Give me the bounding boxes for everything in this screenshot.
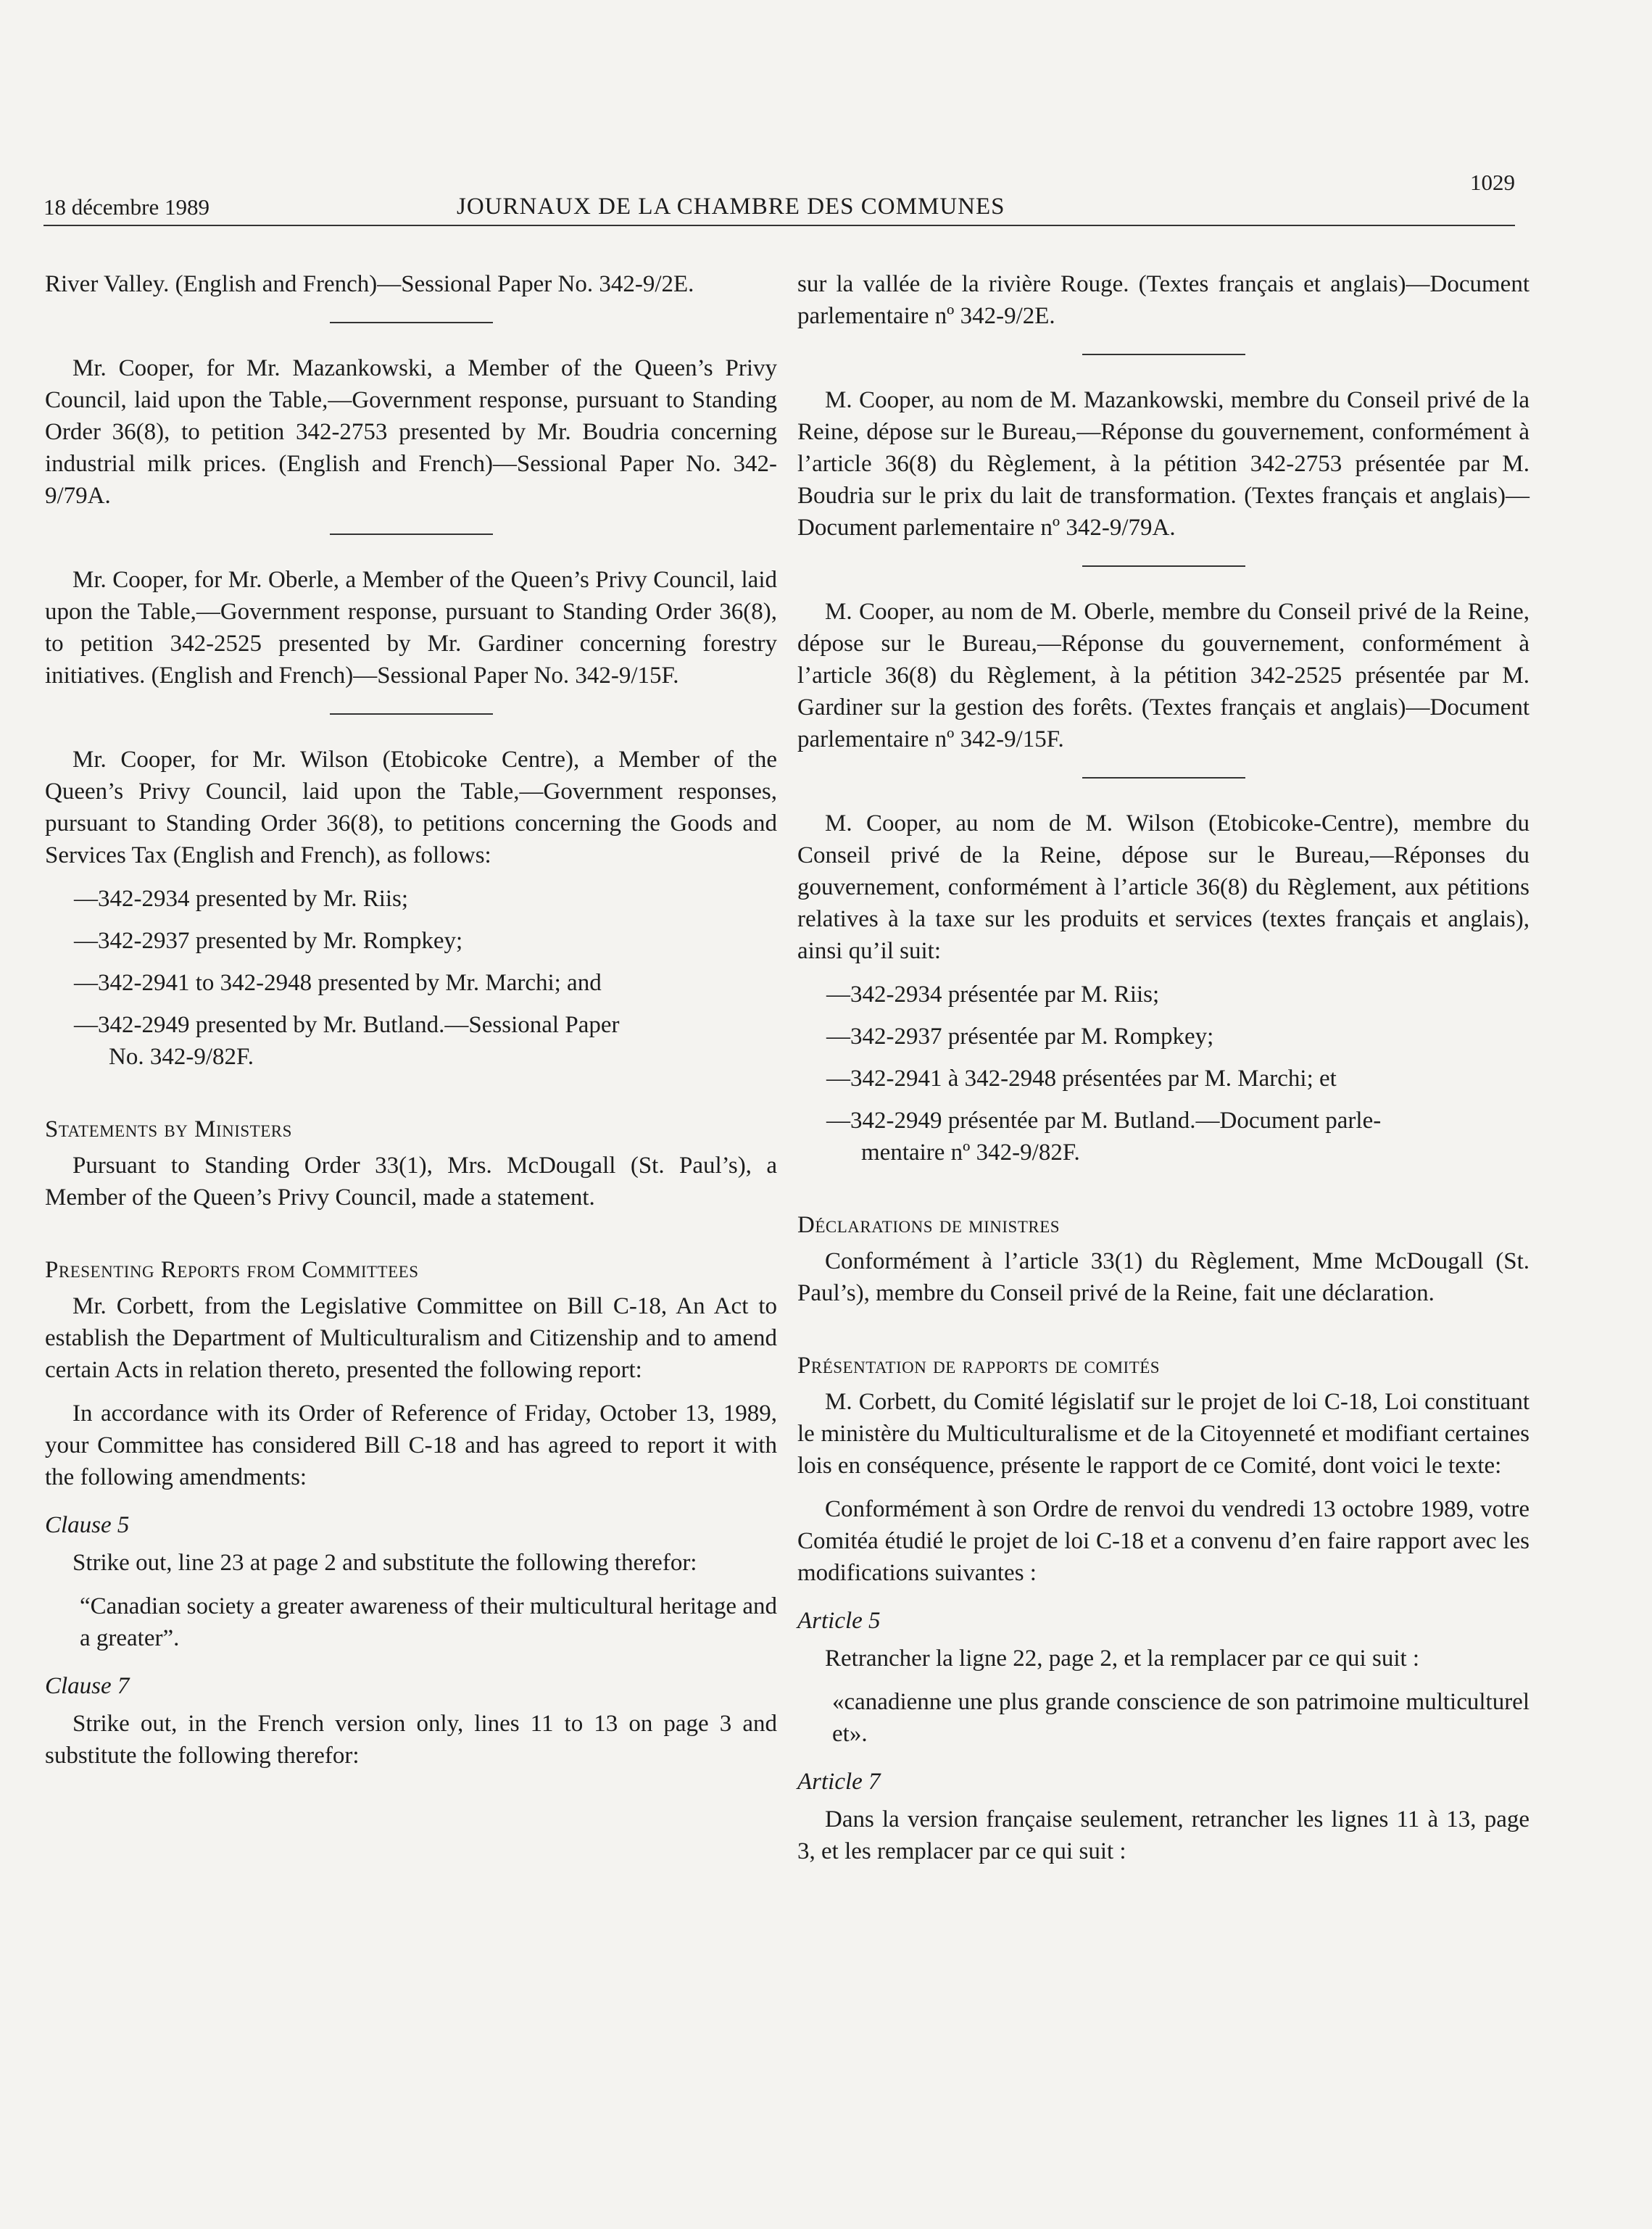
page-number: 1029: [1470, 170, 1515, 195]
divider: [1082, 354, 1245, 355]
paragraph: M. Cooper, au nom de M. Oberle, membre du Conseil privé de la Reine, dépose sur le Bureau,—Réponse du gouvernement, conformément à l’article 36(8) du Règlement, à la pétition 342-2525 présentée par M. Gardiner sur la gestion des forêts. (Textes français et anglais)—Document parlementaire nº 342-9/15F.: [797, 599, 1529, 752]
header-date: 18 décembre 1989: [43, 194, 209, 220]
paragraph: Mr. Cooper, for Mr. Mazankowski, a Member of the Queen’s Privy Council, laid upon the Table,—Government response, pursuant to Standing Order 36(8), to petition 342-2753 presented by Mr. Boudria concerning industrial milk prices. (English and French)—Sessional Paper No. 342-9/79A.: [45, 355, 777, 509]
paragraph: Dans la version française seulement, retrancher les lignes 11 à 13, page 3, et les remplacer par ce qui suit :: [797, 1806, 1529, 1864]
section-heading: Présentation de rapports de comités: [797, 1353, 1161, 1379]
list-item: —342-2934 présentée par M. Riis;: [826, 981, 1160, 1008]
section-heading: Presenting Reports from Committees: [45, 1257, 419, 1283]
paragraph: Mr. Corbett, from the Legislative Committee on Bill C-18, An Act to establish the Department of Multiculturalism and Citizenship and to amend certain Acts in relation thereto, presented the following report:: [45, 1293, 777, 1383]
paragraph: sur la vallée de la rivière Rouge. (Textes français et anglais)—Document parlementaire nº 342-9/2E.: [797, 271, 1529, 329]
paragraph: River Valley. (English and French)—Sessional Paper No. 342-9/2E.: [45, 271, 694, 297]
list-item: —342-2934 presented by Mr. Riis;: [74, 886, 409, 912]
page-header: [43, 145, 1515, 226]
clause-heading: Clause 5: [45, 1512, 130, 1538]
clause-heading: Article 5: [797, 1608, 881, 1634]
paragraph: M. Corbett, du Comité législatif sur le projet de loi C-18, Loi constituant le ministère du Multiculturalisme et de la Citoyenneté et modifiant certaines lois en conséquence, présente le rapport de ce Comité, dont voici le texte:: [797, 1389, 1529, 1479]
list-item: —342-2941 à 342-2948 présentées par M. Marchi; et: [826, 1066, 1337, 1092]
clause-heading: Clause 7: [45, 1673, 130, 1699]
paragraph: Strike out, in the French version only, lines 11 to 13 on page 3 and substitute the following therefor:: [45, 1711, 777, 1769]
list-item: —342-2949 présentée par M. Butland.—Document parle-: [826, 1108, 1382, 1134]
paragraph: Mr. Cooper, for Mr. Wilson (Etobicoke Centre), a Member of the Queen’s Privy Council, laid upon the Table,—Government responses, pursuant to Standing Order 36(8), to petitions concerning the Goods and Services Tax (English and French), as follows:: [45, 747, 777, 868]
paragraph: Conformément à l’article 33(1) du Règlement, Mme McDougall (St. Paul’s), membre du Conseil privé de la Reine, fait une déclaration.: [797, 1248, 1529, 1306]
divider: [330, 322, 493, 323]
list-item: —342-2941 to 342-2948 presented by Mr. Marchi; and: [74, 970, 602, 996]
paragraph: Pursuant to Standing Order 33(1), Mrs. McDougall (St. Paul’s), a Member of the Queen’s Privy Council, made a statement.: [45, 1153, 777, 1211]
paragraph: Strike out, line 23 at page 2 and substitute the following therefor:: [72, 1550, 697, 1576]
paragraph: In accordance with its Order of Reference of Friday, October 13, 1989, your Committee has considered Bill C-18 and has agreed to report it with the following amendments:: [45, 1400, 777, 1490]
list-item: —342-2949 presented by Mr. Butland.—Sessional Paper: [74, 1012, 620, 1038]
paragraph: M. Cooper, au nom de M. Wilson (Etobicoke-Centre), membre du Conseil privé de la Reine, dépose sur le Bureau,—Réponses du gouvernement, conformément à l’article 36(8) du Règlement, aux pétitions relatives à la taxe sur les produits et services (textes français et anglais), ainsi qu’il suit:: [797, 810, 1529, 964]
divider: [1082, 777, 1245, 779]
divider: [1082, 565, 1245, 567]
clause-heading: Article 7: [797, 1769, 881, 1795]
paragraph: Retrancher la ligne 22, page 2, et la remplacer par ce qui suit :: [825, 1645, 1420, 1672]
english-column: [45, 268, 777, 1783]
paragraph: Mr. Cooper, for Mr. Oberle, a Member of the Queen’s Privy Council, laid upon the Table,—Government response, pursuant to Standing Order 36(8), to petition 342-2525 presented by Mr. Gardiner concerning forestry initiatives. (English and French)—Sessional Paper No. 342-9/15F.: [45, 567, 777, 689]
divider: [330, 713, 493, 715]
divider: [330, 534, 493, 535]
quoted-text: “Canadian society a greater awareness of their multicultural heritage and a greater”.: [80, 1593, 777, 1651]
paragraph: Conformément à son Ordre de renvoi du vendredi 13 octobre 1989, votre Comitéa étudié le projet de loi C-18 et a convenu d’en faire rapport avec les modifications suivantes :: [797, 1496, 1529, 1586]
section-heading: Déclarations de ministres: [797, 1212, 1060, 1238]
list-item: —342-2937 présentée par M. Rompkey;: [826, 1024, 1214, 1050]
header-title: JOURNAUX DE LA CHAMBRE DES COMMUNES: [457, 194, 1005, 220]
section-heading: Statements by Ministers: [45, 1116, 292, 1142]
list-item-continuation: mentaire nº 342-9/82F.: [861, 1140, 1080, 1166]
paragraph: M. Cooper, au nom de M. Mazankowski, membre du Conseil privé de la Reine, dépose sur le Bureau,—Réponse du gouvernement, conformément à l’article 36(8) du Règlement, à la pétition 342-2753 présentée par M. Boudria sur le prix du lait de transformation. (Textes français et anglais)—Document parlementaire nº 342-9/79A.: [797, 387, 1529, 541]
list-item: —342-2937 presented by Mr. Rompkey;: [74, 928, 463, 954]
quoted-text: «canadienne une plus grande conscience de son patrimoine multiculturel et».: [832, 1689, 1529, 1747]
french-column: [797, 268, 1529, 1879]
list-item-continuation: No. 342-9/82F.: [109, 1044, 254, 1070]
